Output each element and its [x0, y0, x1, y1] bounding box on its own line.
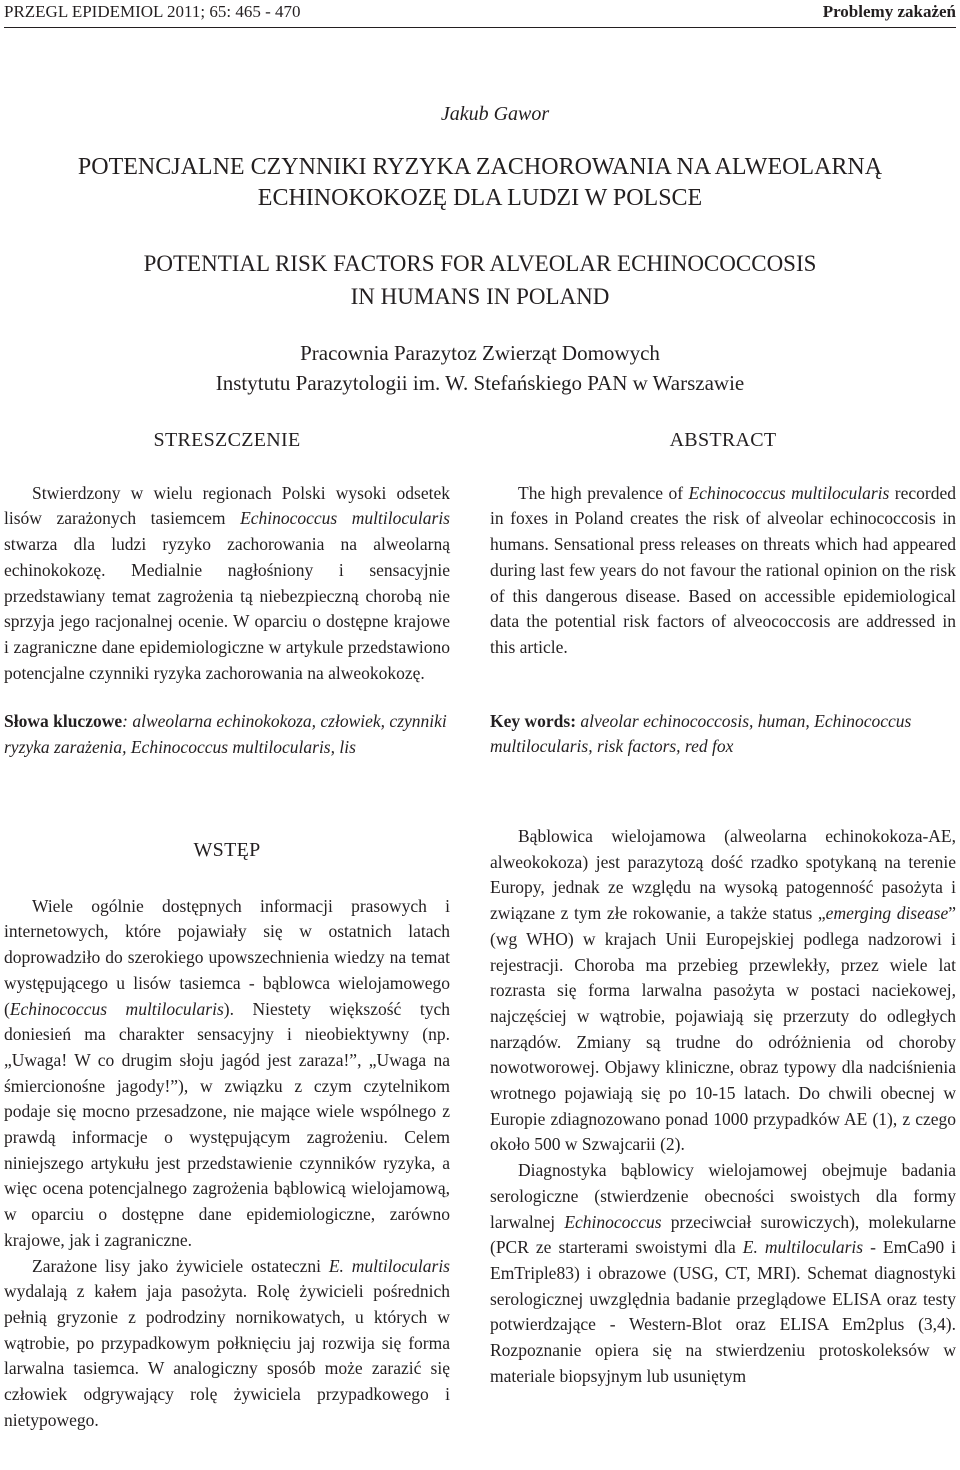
streszczenie-text: Stwierdzony w wielu regionach Polski wysoki odsetek lisów zarażonych tasiemcem Echinococcus multilocularis stwarza dla ludzi ryzyko zachorowania na alweolarną echinokokozę. Medialnie nagłośniony i sensacyjnie przedstawiany temat zagrożenia tą niebezpieczną chorobą nie sprzyja jego racjonalnej ocenie. W oparciu o dostępne krajowe i zagraniczne dane epidemiologiczne w artykule przedstawiono potencjalne czynniki ryzyka zachorowania na alweokokozę.	[4, 482, 450, 683]
abstract-heading: ABSTRACT	[669, 429, 777, 451]
wstep-section	[4, 838, 450, 1433]
title-english-line: IN HUMANS IN POLAND	[350, 284, 610, 309]
title-english-line: POTENTIAL RISK FACTORS FOR ALVEOLAR ECHINOCOCCOSIS	[143, 251, 817, 276]
body-paragraph-2: Diagnostyka bąblowicy wielojamowej obejmuje badania serologiczne (stwierdzenie obecności swoistych dla formy larwalnej Echinococcus przeciwciał surowiczych), molekularne (PCR ze starterami swoistymi dla E. multilocularis - EmCa90 i EmTriple83) i obrazowe (USG, CT, MRI). Schemat diagnostyki serologicznej uwzględnia badanie przeglądowe ELISA oraz testy potwierdzające - Western-Blot oraz ELISA Em2plus (3,4). Rozpoznanie opiera się na stwierdzeniu protoskoleksów w materiale biopsyjnym lub usuniętym	[490, 1160, 957, 1386]
keywords-english: Key words: alveolar echinococcosis, human, Echinococcus multilocularis, risk factors, red fox	[490, 710, 912, 757]
body-right-column	[490, 824, 956, 1389]
affiliation-line: Instytutu Parazytologii im. W. Stefańskiego PAN w Warszawie	[215, 371, 745, 395]
streszczenie-heading: STRESZCZENIE	[153, 429, 301, 451]
wstep-paragraph-2: Zarażone lisy jako żywiciele ostateczni E. multilocularis wydalają z kałem jaja pasożyta. Rolę żywicieli pośrednich pełnią gryzonie z podrodziny nornikowatych, u których w wątrobie, po przypadkowym połknięciu jaj rozwija się forma larwalna tasiemca. W analogiczny sposób może zarazić się człowiek odgrywający rolę żywiciela przypadkowego i nietypowego.	[4, 1255, 450, 1430]
abstract-text: The high prevalence of Echinococcus multilocularis recorded in foxes in Poland creates the risk of alveolar echinococcosis in humans. Sensational press releases on threats which had appeared during last few years do not favour the rational opinion on the risk of this dangerous disease. Based on accessible epidemiological data the potential risk factors of alveococcosis are addressed in this article.	[490, 482, 956, 657]
keywords-polish: Słowa kluczowe: alweolarna echinokokoza, człowiek, czynniki ryzyka zarażenia, Echinococcus multilocularis, lis	[4, 711, 447, 758]
wstep-paragraph-1: Wiele ogólnie dostępnych informacji prasowych i internetowych, które pojawiały się w ostatnich latach doprowadziło do szerokiego upowszechnienia wiedzy na temat występującego u lisów tasiemca - bąblowca wielojamowego (Echinococcus multilocularis). Niestety większość tych doniesień ma charakter sensacyjny i nieobiektywny (np. „Uwaga! W co drugim słoju jagód jest zaraza!”, „Uwaga na śmiercionośne jagody!”), w związku z czym czytelnikom podaje się mocno przesadzone, nie mające wiele wspólnego z prawdą informacje o występującym zagrożeniu. Celem niniejszego artykułu jest przedstawienie czynników ryzyka, a więc ocena potencjalnego zagrożenia bąblowicą wielojamową, w oparciu o dostępne dane epidemiologiczne, zarówno krajowe, jak i zagraniczne.	[4, 895, 450, 1250]
running-header	[4, 2, 956, 24]
title-polish	[0, 152, 960, 214]
wstep-heading: WSTĘP	[193, 839, 261, 861]
journal-citation: PRZEGL EPIDEMIOL 2011; 65: 465 - 470	[4, 2, 301, 21]
affiliation	[0, 338, 960, 398]
author: Jakub Gawor	[440, 103, 550, 125]
affiliation-line: Pracownia Parazytoz Zwierząt Domowych	[300, 341, 660, 365]
streszczenie-section	[4, 428, 450, 761]
header-rule	[4, 27, 956, 28]
title-polish-line: POTENCJALNE CZYNNIKI RYZYKA ZACHOROWANIA NA ALWEOLARNĄ	[77, 154, 883, 180]
section-name: Problemy zakażeń	[822, 2, 956, 21]
title-english	[0, 247, 960, 313]
title-polish-line: ECHINOKOKOZĘ DLA LUDZI W POLSCE	[257, 185, 703, 211]
abstract-section	[490, 428, 956, 760]
body-paragraph-1: Bąblowica wielojamowa (alweolarna echinokokoza-AE, alweokokoza) jest parazytozą dość rzadko spotykaną na terenie Europy, jednak ze względu na wysoką patogenność pasożyta i związane z tym złe rokowanie, a także status „emerging disease” (wg WHO) w krajach Unii Europejskiej podlega nadzorowi i rejestracji. Choroba ma przebieg przewlekły, przez wiele lat rozrasta się forma larwalna pasożyta w postaci naciekowej, najczęściej w wątrobie, pojawiają się przerzuty do odległych narządów. Zmiany są trudne do odróżnienia od choroby nowotworowej. Objawy kliniczne, obraz typowy dla nadciśnienia wrotnego pojawiają się po 10-15 latach. Do chwili obecnej w Europie zdiagnozowano ponad 1000 przypadków AE (1), z czego około 500 w Szwajcarii (2).	[490, 826, 956, 1155]
